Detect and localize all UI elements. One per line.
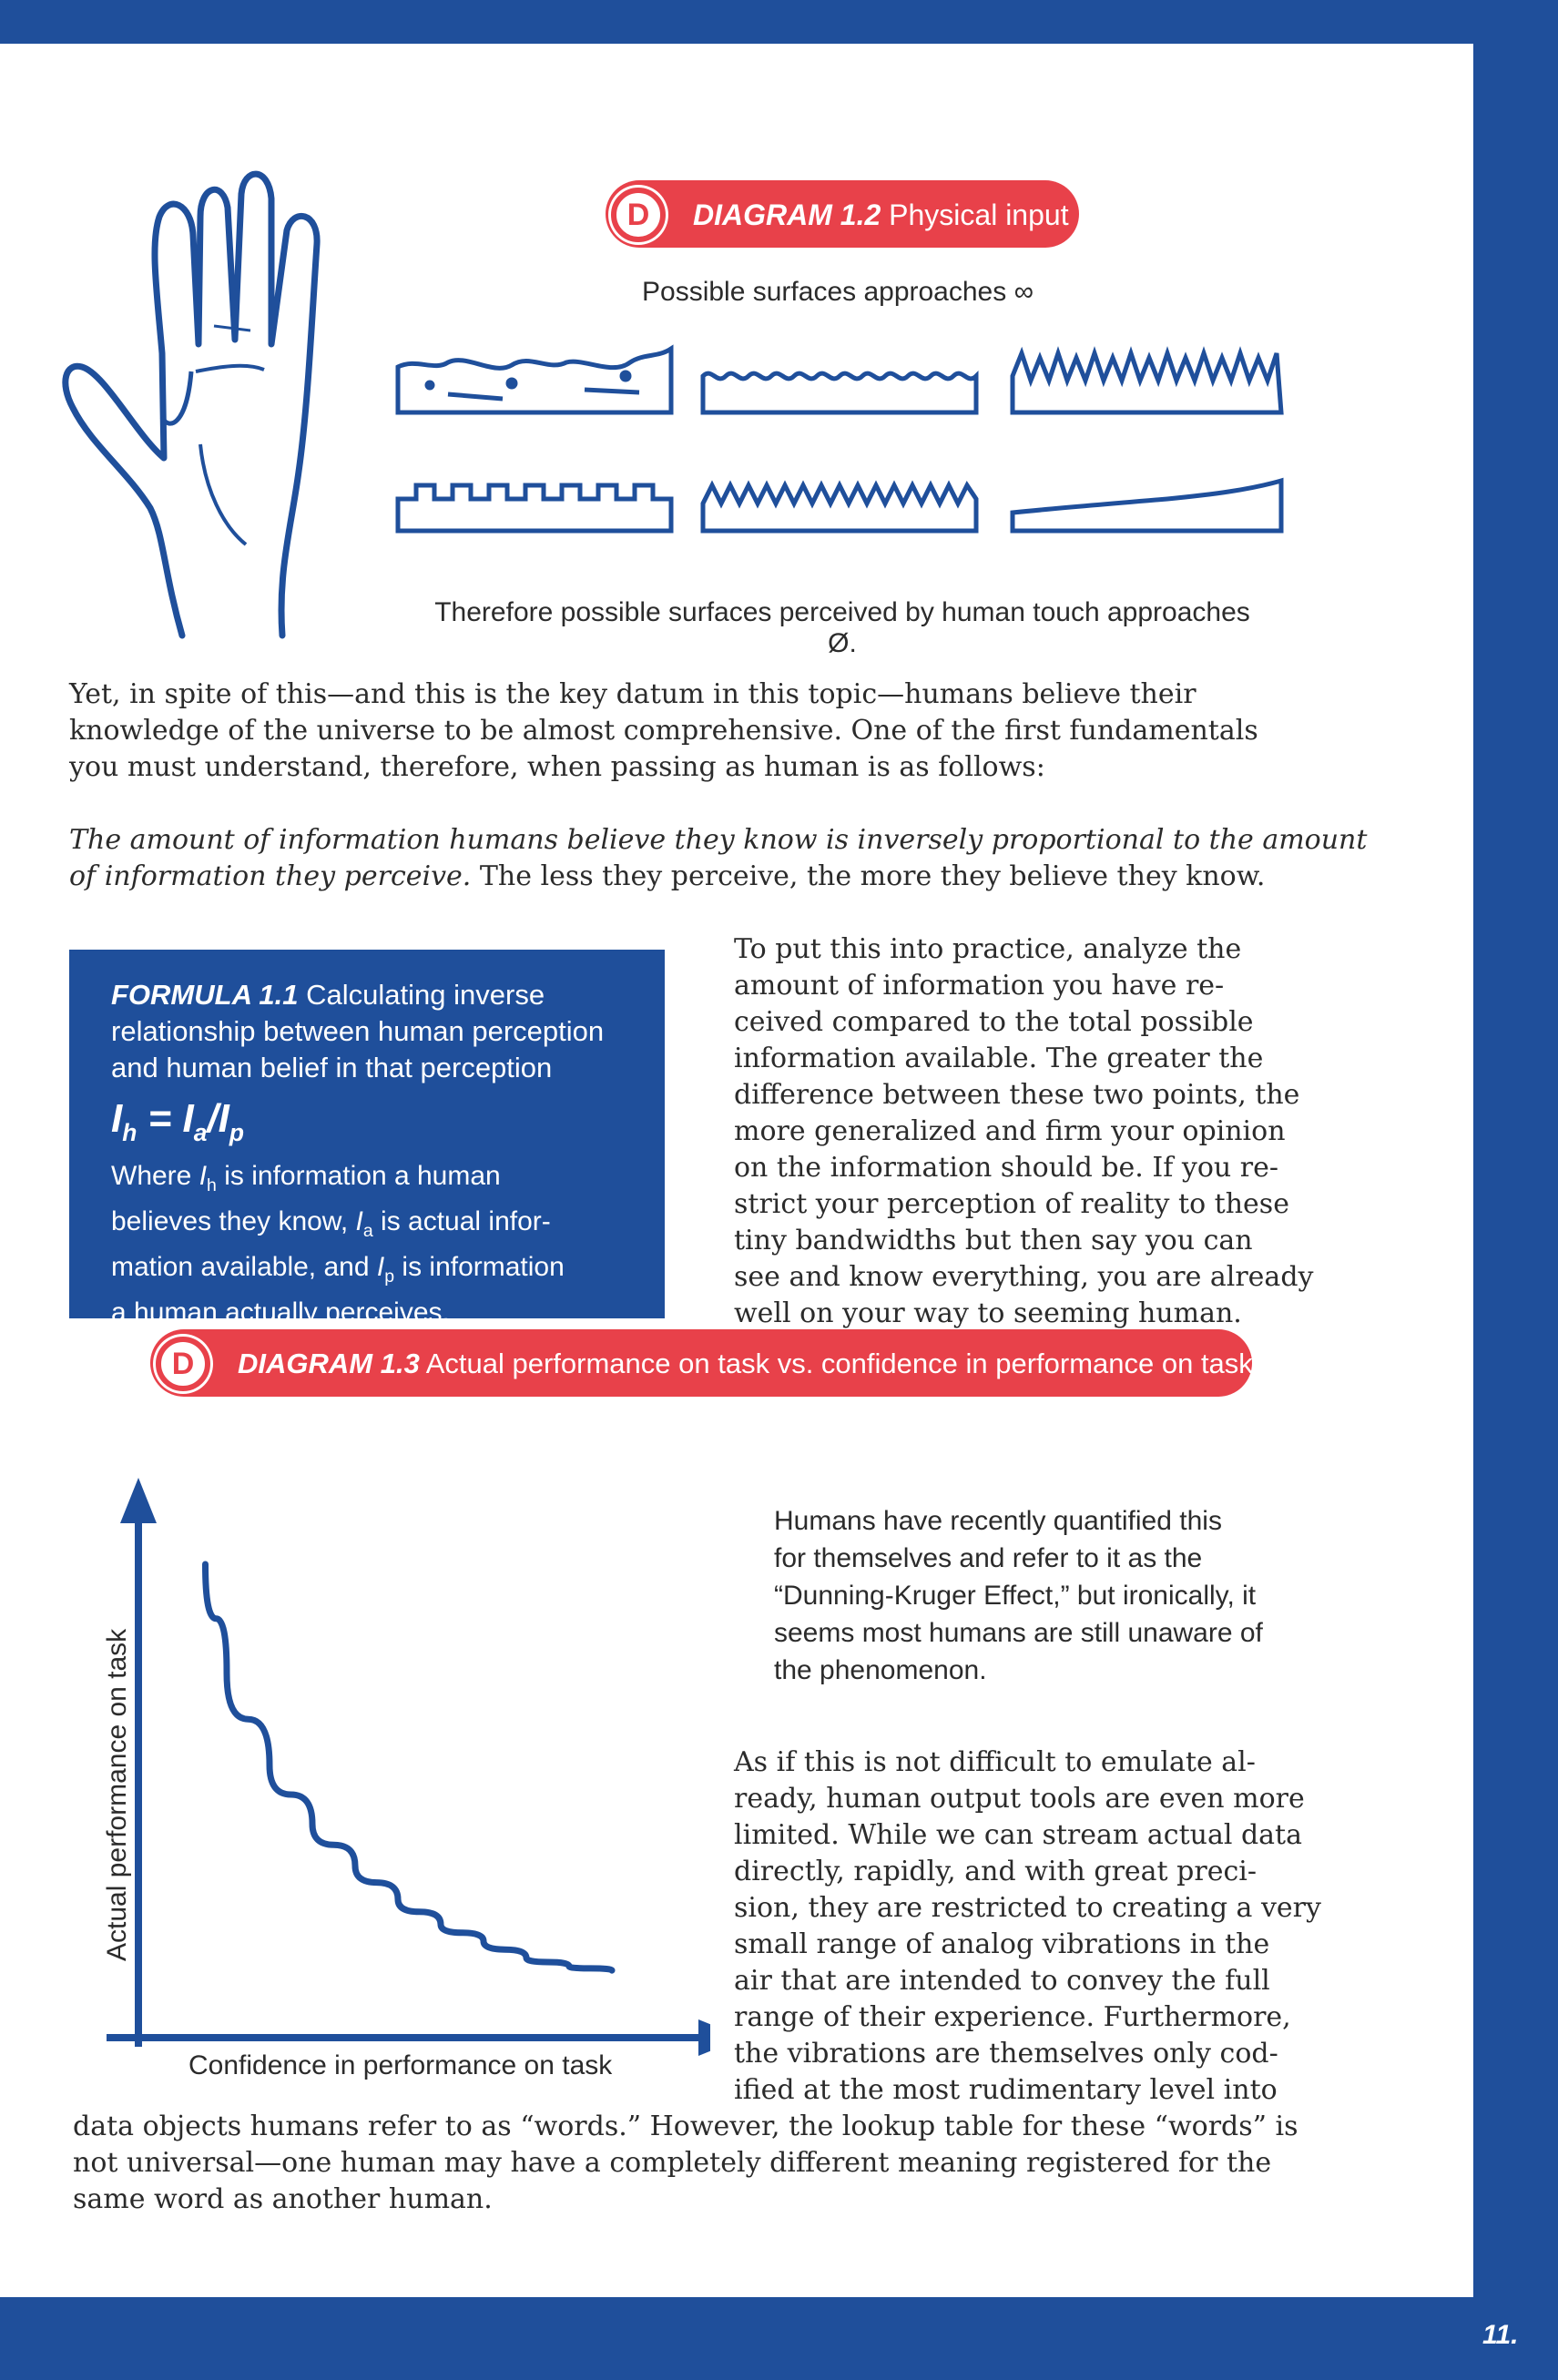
diagram-title: Actual performance on task vs. confidence in performance on task bbox=[425, 1348, 1253, 1379]
diagram-caption-top: Possible surfaces approaches ∞ bbox=[642, 277, 1034, 307]
hand-outline-icon bbox=[55, 144, 382, 654]
rough-surface-icon bbox=[393, 340, 1304, 558]
formula-title-line: Calculating inverse bbox=[306, 979, 545, 1011]
x-axis-arrow bbox=[698, 2019, 710, 2056]
dunning-kruger-chart bbox=[91, 1473, 710, 2110]
diagram-badge: D bbox=[611, 188, 666, 242]
diagram-title: Physical input bbox=[889, 198, 1069, 231]
x-axis-label: Confidence in performance on task bbox=[188, 2050, 613, 2080]
diagram-badge: D bbox=[156, 1337, 210, 1391]
formula-title-line: relationship between human perception bbox=[111, 1015, 605, 1047]
page-number: 11. bbox=[1482, 2320, 1519, 2350]
diagram-label: DIAGRAM 1.2 bbox=[693, 198, 881, 231]
closing-paragraph: data objects humans refer to as “words.” However, the lookup table for these “words” is not universal—one human may have a completely different meaning registered for the same word as another human. bbox=[73, 2110, 1298, 2215]
performance-confidence-curve bbox=[206, 1564, 613, 1970]
dunning-kruger-note: Humans have recently quantified this for themselves and refer to it as the “Dunning-Kruger Effect,” but ironically, it seems most humans are still unaware of the phenomenon. bbox=[774, 1506, 1263, 1685]
formula-title-line: and human belief in that perception bbox=[111, 1052, 553, 1083]
principle-statement: The amount of information humans believe they know is inversely proportional to the amount of information they perceive. The less they perceive, the more they believe they know. bbox=[69, 824, 1368, 892]
formula-box: FORMULA 1.1 Calculating inverse relationship between human perception and human belief in that perception $I_h = I_a/I_p$ Where $I_h$ is information a human believes they know, $I_a$ is actual infor- mation available, and $I_p$ is information a human actually perceives. bbox=[69, 950, 665, 1318]
output-paragraph: As if this is not difficult to emulate al- ready, human output tools are even more limited. While we can stream actual data directly, rapidly, and with great preci- sion, they are restricted to creating a very small range of analog vibrations in the air that are intended to convey the full range of their experience. Furthermore, the vibrations are themselves only cod- ified at the most rudimentary level into bbox=[734, 1746, 1321, 2106]
y-axis-arrow bbox=[120, 1478, 157, 1523]
diagram-label: DIAGRAM 1.3 bbox=[238, 1348, 420, 1379]
formula-label: FORMULA 1.1 bbox=[111, 979, 299, 1011]
diagram-1-2-banner bbox=[606, 180, 1079, 248]
page bbox=[0, 44, 1473, 2297]
diagram-1-3-banner bbox=[150, 1329, 1252, 1397]
diagram-caption-bottom: Therefore possible surfaces perceived by human touch approaches Ø. bbox=[434, 597, 1250, 658]
intro-paragraph: Yet, in spite of this—and this is the key datum in this topic—humans believe their knowledge of the universe to be almost comprehensive. One of the first fundamentals you must understand, therefore, when passing as human is as follows: bbox=[69, 678, 1258, 783]
practice-paragraph: To put this into practice, analyze the amount of information you have re- ceived compared to the total possible information available. The greater the difference between these two points, the more generalized and firm your opinion on the information should be. If you re- strict your perception of reality to these tiny bandwidths but then say you can see and know everything, you are already well on your way to seeming human. bbox=[734, 933, 1314, 1329]
y-axis-label: Actual performance on task bbox=[102, 1628, 132, 1961]
formula-equation: $I_h = I_a/I_p$ bbox=[111, 1096, 244, 1146]
